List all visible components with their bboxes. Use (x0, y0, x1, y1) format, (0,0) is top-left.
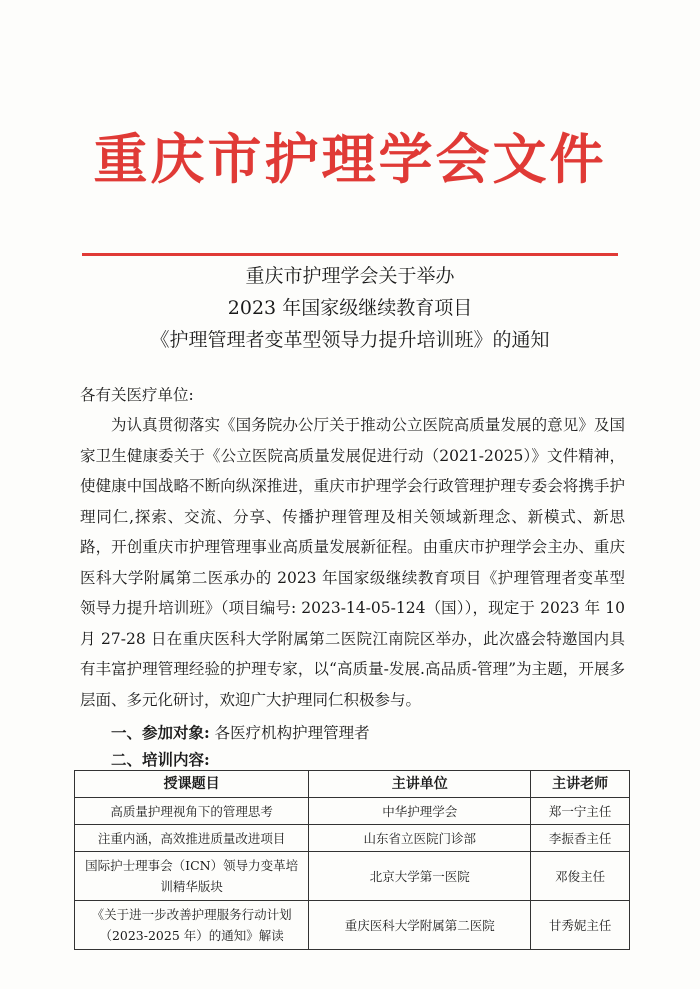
row-unit: 北京大学第一医院 (309, 852, 531, 901)
table-row (75, 798, 630, 825)
title-line-1: 重庆市护理学会关于举办 (245, 265, 455, 287)
training-table (74, 770, 630, 950)
header-unit: 主讲单位 (309, 771, 531, 798)
body-paragraph: 为认真贯彻落实《国务院办公厅关于推动公立医院高质量发展的意见》及国家卫生健康委关于《公立医院高质量发展促进行动（2021-2025）》文件精神，使健康中国战略不断向纵深推进，重庆市护理学会行政管理护理专委会将携手护理同仁,探索、交流、分享、传播护理管理及相关领域新理念、新模式、新思路，开创重庆市护理管理事业高质量发展新征程。由重庆市护理学会主办、重庆医科大学附属第二医承办的 2023 年国家级继续教育项目《护理管理者变革型领导力提升培训班》（项目编号: 2023-14-05-124（国）），现定于 2023 年 10 月 27-28 日在重庆医科大学附属第二医院江南院区举办，此次盛会特邀国内具有丰富护理管理经验的护理专家，以“高质量-发展.高品质-管理”为主题，开展多层面、多元化研讨，欢迎广大护理同仁积极参与。 (80, 416, 625, 709)
notice-title (0, 260, 700, 356)
header-divider (82, 253, 618, 256)
participants-value: 各医疗机构护理管理者 (214, 724, 370, 742)
row-topic: 高质量护理视角下的管理思考 (75, 798, 309, 825)
row-unit: 重庆医科大学附属第二医院 (309, 901, 531, 950)
header-topic: 授课题目 (75, 771, 309, 798)
participants-label: 一、参加对象: (111, 723, 210, 742)
row-teacher: 甘秀妮主任 (531, 901, 630, 950)
row-teacher: 邓俊主任 (531, 852, 630, 901)
salutation: 各有关医疗单位: (80, 386, 194, 404)
section-participants (80, 719, 640, 747)
row-unit: 山东省立医院门诊部 (309, 825, 531, 852)
title-line-2: 2023 年国家级继续教育项目 (227, 297, 473, 319)
table-row (75, 825, 630, 852)
table-row (75, 852, 630, 901)
table-header-row (75, 771, 630, 798)
row-teacher: 郑一宁主任 (531, 798, 630, 825)
header-teacher: 主讲老师 (531, 771, 630, 798)
row-topic: 《关于进一步改善护理服务行动计划（2023-2025 年）的通知》解读 (75, 901, 309, 950)
content-label: 二、培训内容: (111, 750, 210, 769)
row-topic: 注重内涵，高效推进质量改进项目 (75, 825, 309, 852)
table-row (75, 901, 630, 950)
title-line-3: 《护理管理者变革型领导力提升培训班》的通知 (150, 329, 550, 351)
row-unit: 中华护理学会 (309, 798, 531, 825)
row-topic: 国际护士理事会（ICN）领导力变革培训精华版块 (75, 852, 309, 901)
row-teacher: 李振香主任 (531, 825, 630, 852)
document-header-title: 重庆市护理学会文件 (93, 128, 607, 191)
